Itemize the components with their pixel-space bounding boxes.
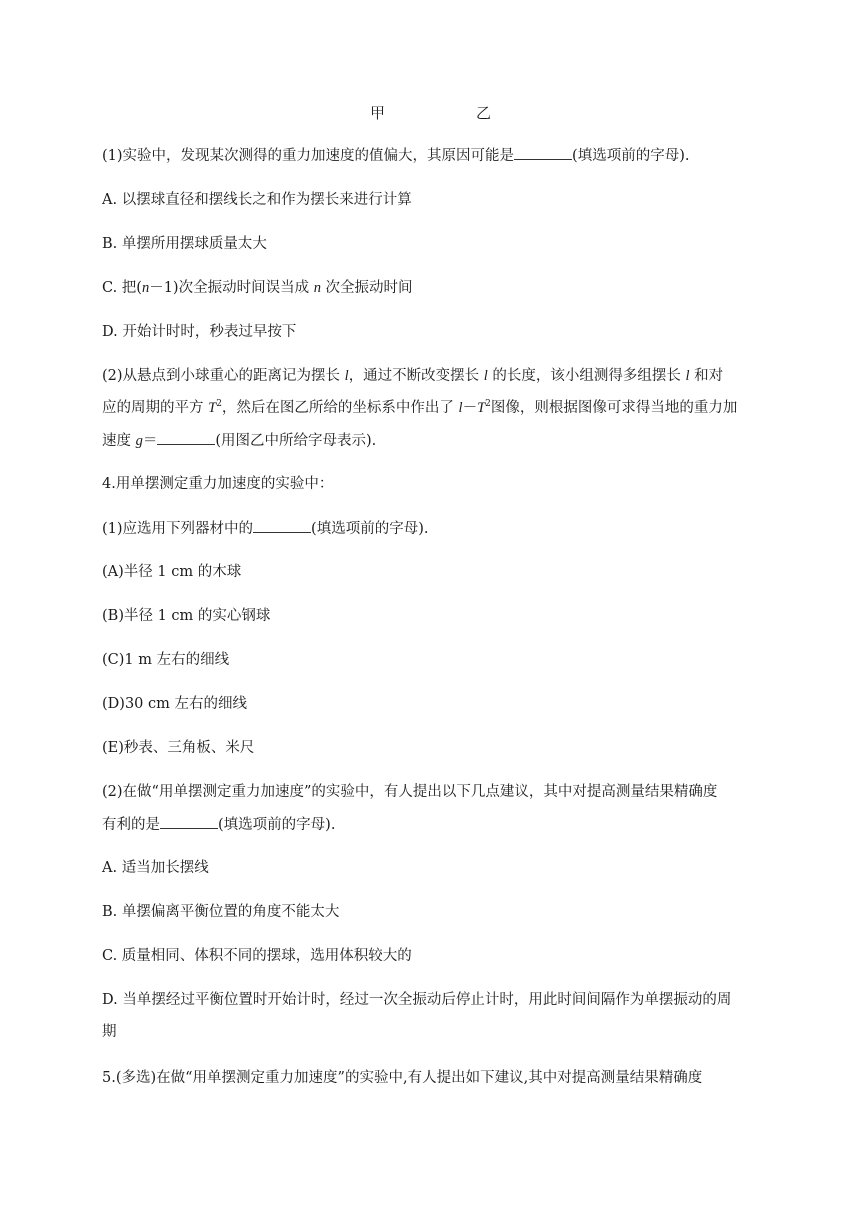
variable-l: l [344, 368, 349, 384]
q3-part1-suffix: (填选项前的字母). [572, 148, 690, 164]
text-fragment: (填选项前的字母). [218, 817, 336, 833]
q4-part2-option-d-line2: 期 [102, 1024, 117, 1040]
text-fragment: ，然后在图乙所给的坐标系中作出了 [221, 400, 459, 416]
text-fragment: 的长度，该小组测得多组摆长 [487, 368, 686, 384]
q5-line1: 5.(多选)在做“用单摆测定重力加速度”的实验中,有人提出如下建议,其中对提高测量结果精确度 [102, 1070, 703, 1086]
text-fragment: － [462, 400, 478, 416]
q4-option-a: (A)半径 1 cm 的木球 [102, 564, 242, 580]
text-fragment: 速度 [102, 433, 136, 449]
text-fragment: ＝ [142, 433, 158, 449]
q3-part1-prefix: (1)实验中，发现某次测得的重力加速度的值偏大，其原因可能是 [102, 148, 515, 164]
figure-labels [0, 102, 860, 126]
q4-part2-option-b: B. 单摆偏离平衡位置的角度不能太大 [102, 904, 340, 920]
q4-option-d: (D)30 cm 左右的细线 [102, 696, 247, 712]
q3-option-a: A. 以摆球直径和摆线长之和作为摆长来进行计算 [102, 192, 412, 208]
q3-part1-stem [102, 145, 762, 166]
exponent: 2 [485, 399, 491, 409]
q3-part2-line1 [102, 366, 762, 386]
variable-n: n [141, 280, 150, 296]
text-fragment: (1)应选用下列器材中的 [102, 521, 254, 537]
text-fragment: (用图乙中所给字母表示). [215, 433, 377, 449]
q4-option-e: (E)秒表、三角板、米尺 [102, 740, 255, 756]
text-fragment: 有利的是 [102, 817, 160, 833]
text-fragment: (填选项前的字母). [311, 521, 429, 537]
text-fragment: 和对 [689, 368, 724, 384]
q4-option-c: (C)1 m 左右的细线 [102, 652, 230, 668]
variable-g: g [135, 433, 143, 449]
figure-label-yi: 乙 [476, 104, 492, 122]
q3-part2-line2 [102, 398, 762, 418]
variable-l: l [685, 368, 690, 384]
q3-part2-line3 [102, 430, 762, 451]
q4-title: 4.用单摆测定重力加速度的实验中： [102, 476, 334, 492]
figure-label-jia: 甲 [370, 104, 386, 122]
q4-part2-line1: (2)在做“用单摆测定重力加速度”的实验中，有人提出以下几点建议，其中对提高测量结果精确度 [102, 784, 718, 800]
variable-l: l [483, 368, 488, 384]
q3-option-c [102, 278, 762, 298]
text-fragment: 图像，则根据图像可求得当地的重力加 [490, 400, 738, 416]
answer-blank [157, 430, 215, 445]
variable-l: l [458, 400, 463, 416]
exponent: 2 [216, 399, 222, 409]
q3-option-b: B. 单摆所用摆球质量太大 [102, 236, 267, 252]
text-fragment: 次全振动时间 [320, 280, 413, 296]
text-fragment: (2)从悬点到小球重心的距离记为摆长 [102, 368, 345, 384]
answer-blank [160, 814, 218, 829]
text-fragment: C. 把( [102, 280, 142, 296]
q4-part1-stem [102, 518, 762, 539]
variable-T: T [477, 400, 486, 416]
q4-part2-option-a: A. 适当加长摆线 [102, 860, 209, 876]
text-fragment: ，通过不断改变摆长 [348, 368, 484, 384]
answer-blank [514, 145, 572, 160]
q4-part2-option-c: C. 质量相同、体积不同的摆球，选用体积较大的 [102, 948, 412, 964]
variable-n: n [313, 280, 321, 296]
text-fragment: 应的周期的平方 [102, 400, 209, 416]
q4-part2-line2 [102, 814, 762, 835]
variable-T: T [208, 400, 217, 416]
q3-option-d: D. 开始计时时，秒表过早按下 [102, 324, 297, 340]
answer-blank [253, 518, 311, 533]
text-fragment: －1)次全振动时间误当成 [149, 280, 314, 296]
q4-option-b: (B)半径 1 cm 的实心钢球 [102, 608, 271, 624]
q4-part2-option-d-line1: D. 当单摆经过平衡位置时开始计时，经过一次全振动后停止计时，用此时间间隔作为单摆振动的周 [102, 992, 732, 1008]
